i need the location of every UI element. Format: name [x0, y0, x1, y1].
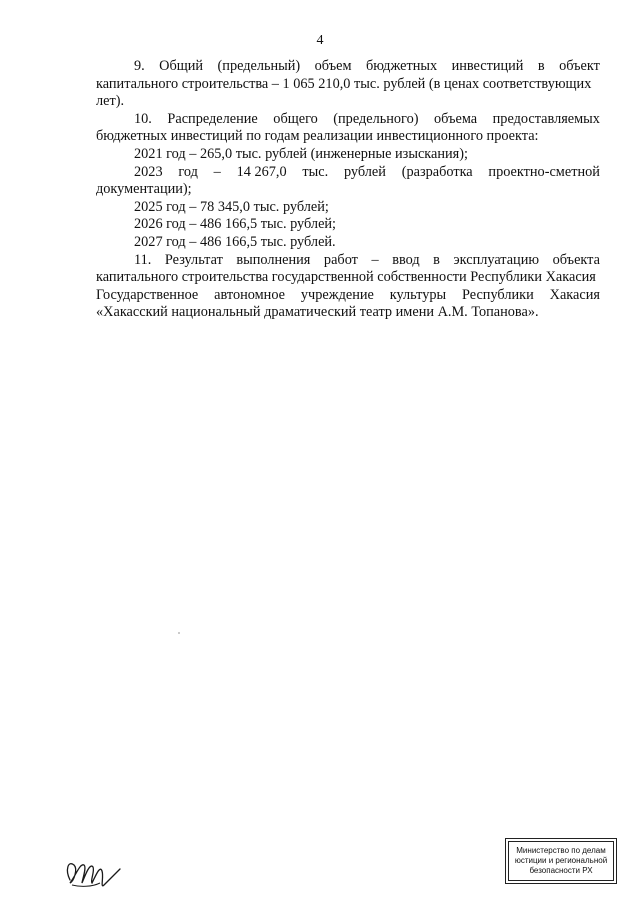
year-2023-word: рублей [343, 163, 386, 180]
para10-word: предоставляемых [492, 110, 600, 127]
para9-line3: лет). [96, 93, 125, 110]
para9-word: в [537, 58, 545, 74]
para11-word: эксплуатацию [453, 251, 540, 268]
para11-word: культуры [389, 286, 447, 303]
para9-label: 9. [134, 58, 145, 74]
para9-word: объект [559, 58, 600, 74]
para10-word: (предельного) [333, 110, 419, 127]
para11-word: Результат [164, 251, 223, 268]
body-text [96, 58, 600, 322]
stamp-line: юстиции и региональной [514, 856, 608, 865]
para11-word: ввод [392, 251, 420, 268]
para11-label: 11. [134, 251, 152, 268]
para11-word: объекта [552, 251, 600, 268]
year-2026: 2026 год – 486 166,5 тыс. рублей; [134, 216, 337, 233]
year-2023-word: – [213, 163, 221, 180]
year-2023-cont: документации); [96, 181, 192, 198]
para11-line3 [96, 287, 600, 305]
year-2023-word: (разработка [401, 163, 473, 180]
para11-word: в [433, 251, 440, 268]
year-2023-word: 14 267,0 [236, 163, 287, 180]
year-2023-word: проектно-сметной [488, 163, 600, 180]
para10-line2: бюджетных инвестиций по годам реализации инвестиционного проекта: [96, 128, 539, 145]
para10-word: Распределение [167, 110, 258, 127]
year-2023-word: тыс. [302, 163, 329, 180]
para11-word: работ [323, 251, 358, 268]
para11-line2: капитального строительства государственной собственности Республики Хакасия [96, 269, 596, 286]
stamp-line: безопасности РХ [529, 866, 593, 875]
para11-word: – [371, 251, 379, 268]
para11-word: автономное [214, 286, 285, 303]
stamp-text [508, 841, 614, 881]
page-number: 4 [316, 33, 324, 48]
para9-line2: капитального строительства – 1 065 210,0 тыс. рублей (в ценах соответствующих [96, 75, 592, 92]
year-2023-word: 2023 [134, 163, 163, 180]
scan-speck [178, 632, 180, 634]
para11-word: учреждение [300, 286, 374, 303]
para11-line4: «Хакасский национальный драматический театр имени А.М. Топанова». [96, 304, 539, 321]
para9-word: инвестиций [451, 58, 524, 74]
stamp-line: Министерство по делам [516, 846, 606, 855]
para11-word: Республики [462, 286, 534, 303]
para10-line1 [96, 111, 600, 129]
year-2027: 2027 год – 486 166,5 тыс. рублей. [134, 233, 336, 250]
para10-label: 10. [134, 110, 152, 127]
para11-word: Государственное [96, 286, 199, 303]
para9-word: бюджетных [365, 58, 438, 74]
para9-word: Общий [159, 58, 204, 74]
year-2023-word: год [178, 163, 198, 180]
para9-word: объем [314, 58, 352, 74]
signature-mark [60, 845, 130, 895]
para10-word: объема [434, 110, 478, 127]
para11-word: выполнения [236, 251, 311, 268]
ministry-stamp [505, 838, 617, 884]
year-2025: 2025 год – 78 345,0 тыс. рублей; [134, 198, 329, 215]
para11-line1 [96, 252, 600, 270]
para9-word: (предельный) [217, 58, 301, 74]
para9-line1 [96, 58, 600, 76]
para10-word: общего [273, 110, 318, 127]
para11-word: Хакасия [549, 286, 600, 303]
year-2023-line [96, 164, 600, 182]
year-2021: 2021 год – 265,0 тыс. рублей (инженерные изыскания); [134, 145, 468, 162]
